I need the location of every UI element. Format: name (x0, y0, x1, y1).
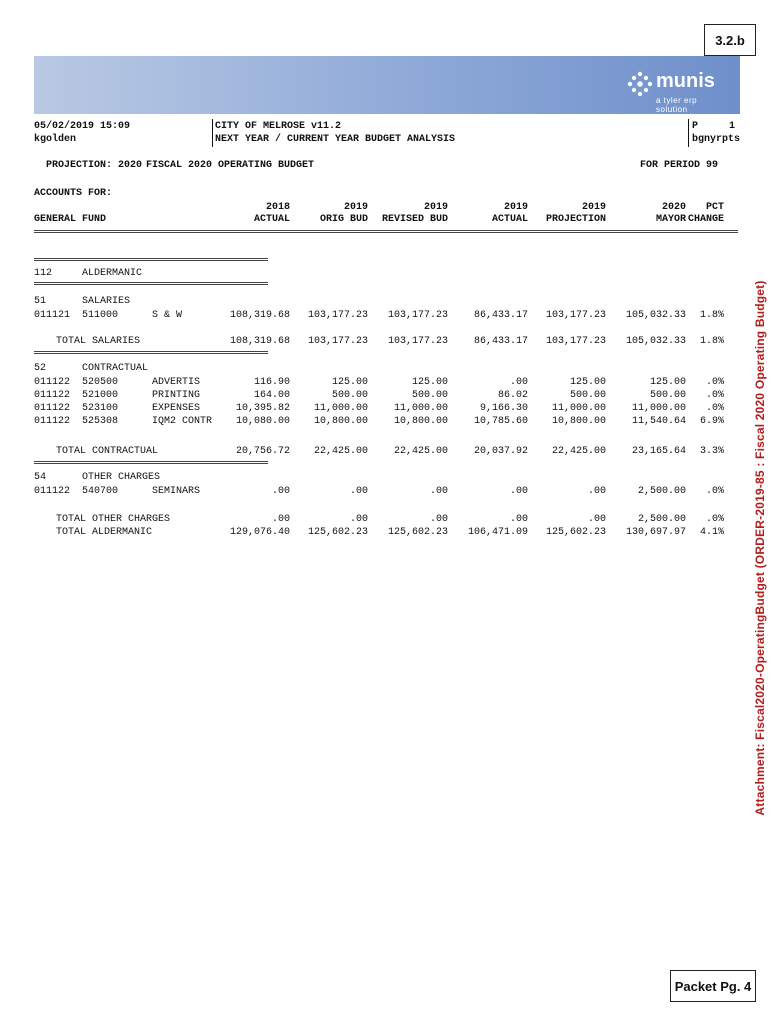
value-2019-actual: 86,433.17 (473, 310, 528, 321)
value-2019-projection: 10,800.00 (551, 416, 606, 427)
value-2019-revised: 103,177.23 (387, 336, 448, 347)
value-pct-change: 1.8% (699, 310, 724, 321)
packet-page-label: Packet Pg. 4 (670, 970, 756, 1002)
value-2019-orig: .00 (349, 514, 368, 525)
fund-name: GENERAL FUND (34, 214, 107, 225)
total-label: TOTAL SALARIES (56, 336, 141, 347)
page-label: P (692, 121, 699, 132)
dept-rule-top (34, 258, 268, 261)
period-label: FOR PERIOD 99 (640, 160, 719, 171)
col-pct-label: PCT (705, 202, 724, 213)
value-2020-mayor: 2,500.00 (637, 514, 686, 525)
account-desc: ADVERTIS (152, 377, 201, 388)
total-label: TOTAL ALDERMANIC (56, 527, 153, 538)
col-2019-revised-bud: REVISED BUD (381, 214, 448, 225)
value-2019-actual: 106,471.09 (467, 527, 528, 538)
value-2019-orig: 103,177.23 (307, 310, 368, 321)
value-2018-actual: 20,756.72 (235, 446, 290, 457)
value-2019-actual: 10,785.60 (473, 416, 528, 427)
group-name-salaries: SALARIES (82, 296, 131, 307)
group-name-other: OTHER CHARGES (82, 472, 161, 483)
header-divider (212, 119, 213, 147)
value-2018-actual: 108,319.68 (229, 336, 290, 347)
object-code: 523100 (82, 403, 119, 414)
value-2019-projection: 125,602.23 (545, 527, 606, 538)
system-name: CITY OF MELROSE v11.2 (215, 121, 342, 132)
value-pct-change: 4.1% (699, 527, 724, 538)
value-pct-change: 1.8% (699, 336, 724, 347)
value-2020-mayor: 11,000.00 (631, 403, 686, 414)
object-code: 520500 (82, 377, 119, 388)
value-pct-change: .0% (705, 390, 724, 401)
budget-title: FISCAL 2020 OPERATING BUDGET (146, 160, 315, 171)
value-2019-actual: .00 (509, 514, 528, 525)
value-2019-actual: 86,433.17 (473, 336, 528, 347)
value-2019-orig: .00 (349, 486, 368, 497)
value-2020-mayor: 2,500.00 (637, 486, 686, 497)
org-code: 011121 (34, 310, 71, 321)
value-2018-actual: 10,080.00 (235, 416, 290, 427)
value-2019-projection: 22,425.00 (551, 446, 606, 457)
value-pct-change: .0% (705, 377, 724, 388)
group-code-salaries: 51 (34, 296, 47, 307)
value-2018-actual: 108,319.68 (229, 310, 290, 321)
value-2020-mayor: 11,540.64 (631, 416, 686, 427)
header-divider-right (688, 119, 689, 147)
value-2019-actual: .00 (509, 377, 528, 388)
report-user: kgolden (34, 134, 77, 145)
value-2018-actual: 164.00 (253, 390, 290, 401)
value-2019-revised: .00 (429, 514, 448, 525)
attachment-tag: 3.2.b (704, 24, 756, 56)
col-2019-orig-bud: ORIG BUD (319, 214, 368, 225)
program-name: bgnyrpts (692, 134, 741, 145)
value-2019-revised: 125,602.23 (387, 527, 448, 538)
value-2019-orig: 500.00 (331, 390, 368, 401)
org-code: 011122 (34, 486, 71, 497)
account-desc: IQM2 CONTR (152, 416, 213, 427)
group-name-contractual: CONTRACTUAL (82, 363, 149, 374)
total-label: TOTAL OTHER CHARGES (56, 514, 171, 525)
value-2019-orig: 125,602.23 (307, 527, 368, 538)
value-2019-actual: 9,166.30 (479, 403, 528, 414)
section-rule (34, 461, 268, 464)
col-2020-mayor: MAYOR (655, 214, 686, 225)
value-2020-mayor: 125.00 (649, 377, 686, 388)
account-desc: PRINTING (152, 390, 201, 401)
col-pct-change: CHANGE (687, 214, 724, 225)
logo-tagline: a tyler erp solution (656, 96, 698, 114)
value-2019-revised: .00 (429, 486, 448, 497)
value-2019-actual: 86.02 (497, 390, 528, 401)
value-2019-revised: 125.00 (411, 377, 448, 388)
value-2019-orig: 125.00 (331, 377, 368, 388)
value-2019-projection: .00 (587, 514, 606, 525)
logo-word: munis (656, 70, 715, 92)
report-datetime: 05/02/2019 15:09 (34, 121, 131, 132)
object-code: 525308 (82, 416, 119, 427)
value-2019-revised: 11,000.00 (393, 403, 448, 414)
value-2019-revised: 10,800.00 (393, 416, 448, 427)
value-2019-projection: .00 (587, 486, 606, 497)
value-2019-revised: 103,177.23 (387, 310, 448, 321)
account-desc: SEMINARS (152, 486, 201, 497)
value-2020-mayor: 130,697.97 (625, 527, 686, 538)
header-rule (34, 230, 738, 233)
value-2018-actual: 129,076.40 (229, 527, 290, 538)
dept-name: ALDERMANIC (82, 268, 143, 279)
org-code: 011122 (34, 416, 71, 427)
value-2018-actual: 116.90 (253, 377, 290, 388)
report-title: NEXT YEAR / CURRENT YEAR BUDGET ANALYSIS (215, 134, 456, 145)
value-2018-actual: .00 (271, 514, 290, 525)
value-2019-actual: .00 (509, 486, 528, 497)
dept-rule-bottom (34, 282, 268, 285)
value-pct-change: .0% (705, 403, 724, 414)
attachment-sidenote: Attachment: Fiscal2020-OperatingBudget (ORDER-2019-85 : Fiscal 2020 Operating Budget) (753, 280, 767, 816)
value-pct-change: .0% (705, 514, 724, 525)
object-code: 521000 (82, 390, 119, 401)
value-2019-revised: 500.00 (411, 390, 448, 401)
object-code: 540700 (82, 486, 119, 497)
value-2020-mayor: 23,165.64 (631, 446, 686, 457)
object-code: 511000 (82, 310, 119, 321)
value-2018-actual: 10,395.82 (235, 403, 290, 414)
section-rule (34, 351, 268, 354)
value-2019-projection: 500.00 (569, 390, 606, 401)
report-banner (34, 56, 740, 114)
value-2019-orig: 103,177.23 (307, 336, 368, 347)
value-2019-projection: 11,000.00 (551, 403, 606, 414)
value-2020-mayor: 500.00 (649, 390, 686, 401)
value-pct-change: .0% (705, 486, 724, 497)
value-pct-change: 3.3% (699, 446, 724, 457)
value-2020-mayor: 105,032.33 (625, 336, 686, 347)
accounts-for-label: ACCOUNTS FOR: (34, 188, 113, 199)
group-code-contractual: 52 (34, 363, 47, 374)
value-2019-projection: 103,177.23 (545, 310, 606, 321)
total-label: TOTAL CONTRACTUAL (56, 446, 159, 457)
col-2019-actual: ACTUAL (491, 214, 528, 225)
col-2019-actual-year: 2019 (503, 202, 528, 213)
col-2019-projection-year: 2019 (581, 202, 606, 213)
value-2020-mayor: 105,032.33 (625, 310, 686, 321)
munis-logo (626, 62, 726, 114)
col-2019-orig-year: 2019 (343, 202, 368, 213)
value-2019-actual: 20,037.92 (473, 446, 528, 457)
value-2018-actual: .00 (271, 486, 290, 497)
col-2018-actual: ACTUAL (253, 214, 290, 225)
value-2019-orig: 11,000.00 (313, 403, 368, 414)
projection-label: PROJECTION: 2020 (46, 160, 143, 171)
page-number: 1 (729, 121, 736, 132)
account-desc: S & W (152, 310, 183, 321)
col-2018-actual-year: 2018 (265, 202, 290, 213)
value-pct-change: 6.9% (699, 416, 724, 427)
munis-logo-icon (626, 70, 654, 98)
dept-code: 112 (34, 268, 53, 279)
col-2019-revised-year: 2019 (423, 202, 448, 213)
value-2019-projection: 125.00 (569, 377, 606, 388)
col-2020-mayor-year: 2020 (661, 202, 686, 213)
group-code-other: 54 (34, 472, 47, 483)
value-2019-orig: 22,425.00 (313, 446, 368, 457)
value-2019-revised: 22,425.00 (393, 446, 448, 457)
col-2019-projection: PROJECTION (545, 214, 606, 225)
org-code: 011122 (34, 390, 71, 401)
value-2019-projection: 103,177.23 (545, 336, 606, 347)
account-desc: EXPENSES (152, 403, 201, 414)
org-code: 011122 (34, 377, 71, 388)
org-code: 011122 (34, 403, 71, 414)
value-2019-orig: 10,800.00 (313, 416, 368, 427)
